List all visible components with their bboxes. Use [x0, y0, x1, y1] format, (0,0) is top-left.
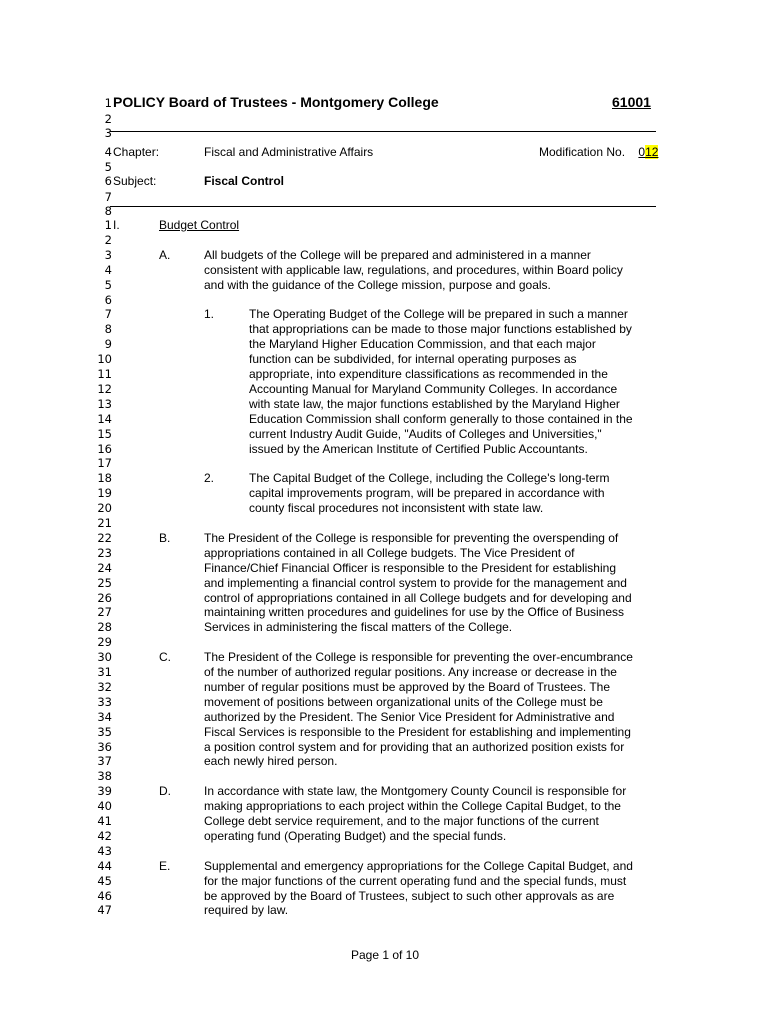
item-text-line: College debt service requirement, and to the major functions of the current	[204, 814, 599, 828]
item-label: B.	[159, 530, 171, 545]
item-label: E.	[159, 858, 171, 873]
item-text-line: The Operating Budget of the College will be prepared in such a manner	[249, 307, 628, 322]
item-text-line: required by law.	[204, 903, 289, 918]
item-text-line: appropriations contained in all College budgets. The Vice President of	[204, 545, 575, 560]
line-number: 9	[104, 337, 112, 352]
line-number: 31	[97, 665, 112, 679]
header-bottom-rule	[110, 206, 656, 207]
item-text-line: The Capital Budget of the College, including the College's long-term	[249, 471, 610, 486]
policy-number: 61001	[612, 94, 651, 110]
item-text-line: appropriate, into expenditure classifications as recommended in the	[249, 367, 608, 381]
line-number: 6	[104, 174, 112, 188]
item-text-line: control of appropriations contained in all College budgets and for developing and	[204, 590, 632, 605]
item-text-line: Accounting Manual for Maryland Community Colleges. In accordance	[249, 381, 618, 396]
item-text-line: Services in administering the fiscal matters of the College.	[204, 620, 513, 635]
line-number: 14	[97, 411, 112, 426]
header-top-rule	[110, 131, 656, 132]
chapter-label: Chapter:	[113, 145, 160, 159]
item-text-line: issued by the American Institute of Certified Public Accountants.	[249, 441, 588, 456]
item-text-line: consistent with applicable law, regulations, and procedures, within Board policy	[204, 262, 623, 277]
item-text-line: operating fund (Operating Budget) and the special funds.	[204, 828, 507, 843]
line-number: 8	[104, 204, 112, 218]
item-text-line: with state law, the major functions established by the Maryland Higher	[249, 396, 620, 411]
line-number: 46	[97, 888, 112, 903]
line-number: 38	[97, 769, 112, 784]
item-text-line: a position control system and for providing that an authorized position exists for	[204, 739, 625, 754]
line-number: 3	[104, 247, 112, 262]
page-number: Page 1 of 10	[350, 948, 420, 962]
line-number: 13	[97, 396, 112, 411]
item-text-line: for the major functions of the current operating fund and the special funds, must	[204, 873, 627, 888]
item-text-line: current Industry Audit Guide, "Audits of Colleges and Universities,"	[249, 426, 602, 441]
item-text-line: and with the guidance of the College mission, purpose and goals.	[204, 277, 551, 292]
line-number: 47	[97, 903, 112, 918]
line-number: 23	[97, 545, 112, 560]
item-text-line: authorized by the President. The Senior Vice President for Administrative and	[204, 709, 615, 724]
item-text-line: that appropriations can be made to those major functions established by	[249, 322, 632, 337]
line-number: 15	[97, 426, 112, 441]
item-text-line: making appropriations to each project within the College Capital Budget, to the	[204, 799, 621, 814]
line-number: 40	[97, 799, 112, 814]
modification-label: Modification No.	[539, 145, 626, 159]
item-label: C.	[159, 650, 171, 665]
line-number: 28	[97, 620, 112, 635]
line-number: 18	[97, 471, 112, 486]
modification-value	[632, 145, 658, 159]
line-number: 32	[97, 679, 112, 694]
line-number: 1	[104, 218, 112, 232]
item-text-line: each newly hired person.	[204, 754, 338, 769]
line-number: 26	[97, 590, 112, 605]
line-number: 35	[97, 724, 112, 739]
subject-value: Fiscal Control	[204, 174, 285, 188]
line-number: 5	[104, 160, 112, 174]
line-number: 16	[97, 441, 112, 456]
line-number: 21	[97, 516, 112, 530]
item-text-line: capital improvements program, will be prepared in accordance with	[249, 486, 605, 501]
item-text-line: All budgets of the College will be prepared and administered in a manner	[204, 247, 591, 262]
item-text-line: number of regular positions must be approved by the Board of Trustees. The	[204, 679, 611, 694]
line-number: 39	[97, 784, 112, 799]
line-number: 37	[97, 754, 112, 769]
line-number: 30	[97, 650, 112, 665]
item-text-line: Education Commission shall conform generally to those contained in the	[249, 411, 633, 426]
line-number: 3	[104, 126, 112, 140]
line-number: 36	[97, 739, 112, 754]
line-number: 10	[97, 352, 112, 367]
line-number: 1	[104, 96, 112, 110]
document-title: POLICY Board of Trustees - Montgomery College	[113, 94, 439, 110]
line-number: 4	[104, 262, 112, 277]
item-text-line: function can be subdivided, for internal operating purposes as	[249, 352, 577, 367]
line-number: 25	[97, 575, 112, 590]
chapter-value: Fiscal and Administrative Affairs	[204, 145, 374, 159]
line-number: 45	[97, 873, 112, 888]
item-text-line: The President of the College is responsible for preventing the over-encumbrance	[204, 650, 633, 665]
line-number: 7	[104, 190, 112, 204]
line-number: 2	[104, 112, 112, 126]
line-number: 41	[97, 814, 112, 828]
line-number: 44	[97, 858, 112, 873]
item-text-line: the Maryland Higher Education Commission, and that each major	[249, 337, 596, 352]
line-number: 6	[104, 292, 112, 307]
subject-label: Subject:	[113, 174, 157, 188]
item-label: D.	[159, 784, 171, 799]
section-number: I.	[113, 218, 120, 232]
item-text-line: Fiscal Services is responsible to the President for establishing and implementing	[204, 724, 631, 739]
line-number: 11	[97, 367, 112, 381]
line-number: 22	[97, 530, 112, 545]
item-text-line: movement of positions between organizational units of the College must be	[204, 694, 603, 709]
line-number: 33	[97, 694, 112, 709]
item-text-line: of the number of authorized regular positions. Any increase or decrease in the	[204, 665, 617, 679]
line-number: 24	[97, 560, 112, 575]
line-number: 42	[97, 828, 112, 843]
item-text-line: be approved by the Board of Trustees, subject to such other approvals as are	[204, 888, 615, 903]
line-number: 43	[97, 843, 112, 858]
item-text-line: and implementing a financial control system to provide for the management and	[204, 575, 627, 590]
line-number: 7	[104, 307, 112, 322]
item-text-line: maintaining written procedures and guidelines for use by the Office of Business	[204, 605, 625, 620]
item-label: 1.	[204, 307, 215, 322]
line-number: 2	[104, 232, 112, 247]
item-label: A.	[159, 247, 171, 262]
item-text-line: Supplemental and emergency appropriations for the College Capital Budget, and	[204, 858, 633, 873]
line-number: 27	[97, 605, 112, 620]
item-text-line: The President of the College is responsible for preventing the overspending of	[204, 530, 619, 545]
modification-highlight: 12	[645, 145, 659, 159]
item-text-line: Finance/Chief Financial Officer is responsible to the President for establishing	[204, 560, 616, 575]
modification-prefix: 0	[638, 145, 646, 159]
section-heading: Budget Control	[159, 218, 240, 232]
line-number: 29	[97, 635, 112, 650]
line-number: 8	[104, 322, 112, 337]
modification-number	[539, 145, 658, 159]
line-number: 5	[104, 277, 112, 292]
line-number: 20	[97, 501, 112, 516]
item-label: 2.	[204, 471, 215, 486]
line-number: 34	[97, 709, 112, 724]
line-number: 12	[97, 381, 112, 396]
line-number: 19	[97, 486, 112, 501]
item-text-line: In accordance with state law, the Montgomery County Council is responsible for	[204, 784, 627, 799]
item-text-line: county fiscal procedures not inconsistent with state law.	[249, 501, 544, 516]
line-number: 4	[104, 145, 112, 159]
line-number: 17	[97, 456, 112, 471]
